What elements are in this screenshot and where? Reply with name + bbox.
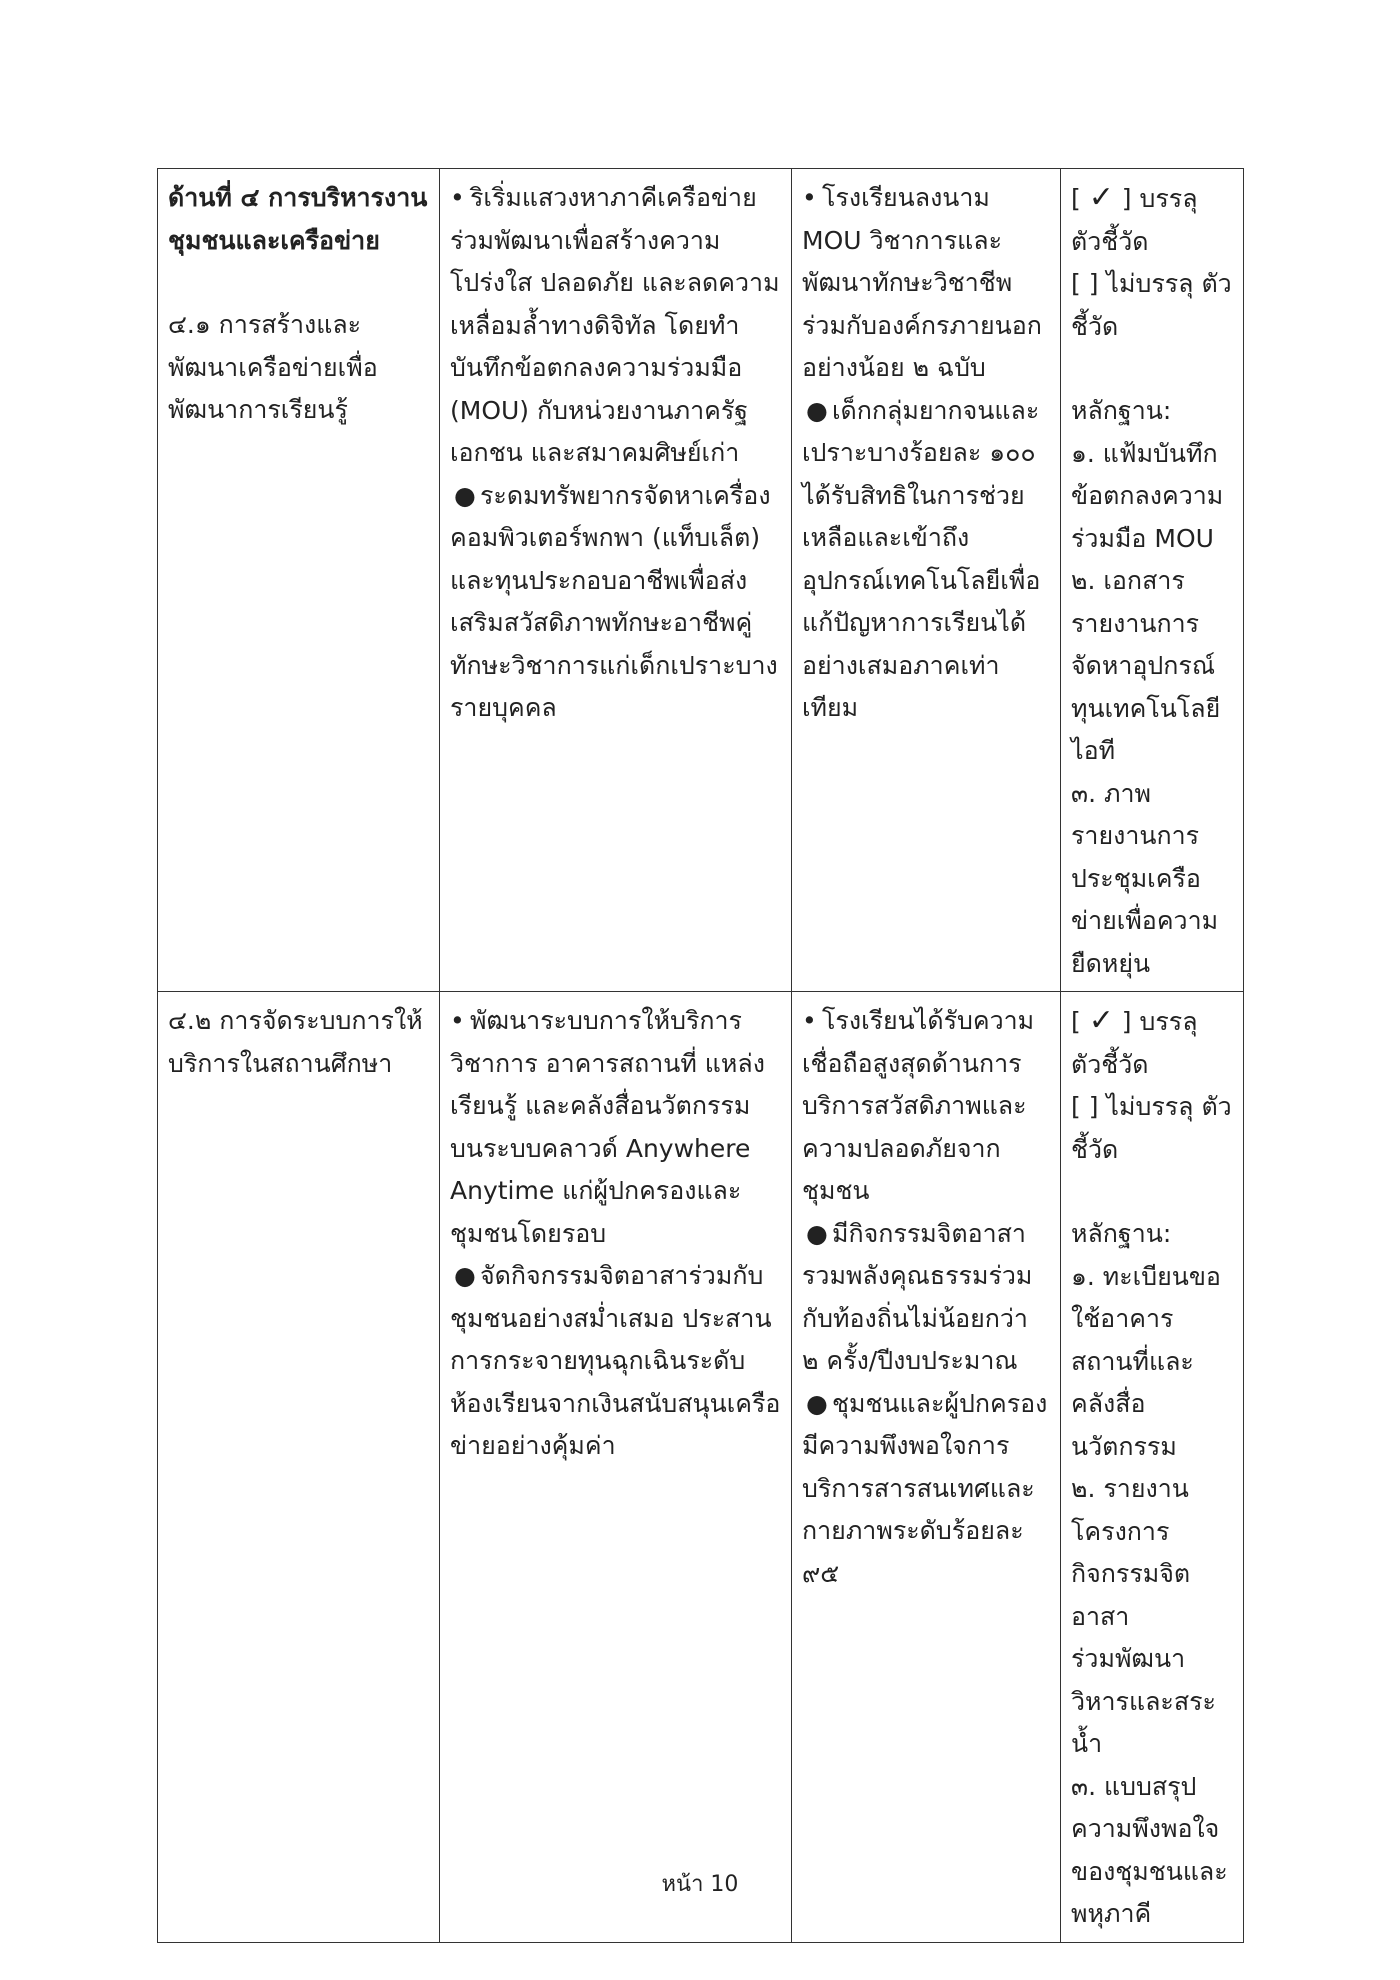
result-item: • โรงเรียนลงนาม MOU วิชาการและพัฒนาทักษะวิชาชีพ ร่วมกับองค์กรภายนอกอย่างน้อย ๒ ฉบับ [802, 183, 1042, 382]
evidence-item: ๓. แบบสรุปความพึงพอใจของชุมชนและพหุภาคี [1071, 1771, 1228, 1928]
not-achieved-checkbox: [ ] ไม่บรรลุ ตัวชี้วัด [1071, 1092, 1232, 1164]
result-item: • โรงเรียนได้รับความเชื่อถือสูงสุดด้านการบริการสวัสดิภาพและความปลอดภัยจากชุมชน [802, 1006, 1035, 1205]
activity-cell [440, 992, 792, 1943]
page-number: หน้า 10 [661, 1872, 739, 1897]
result-item: ● มีกิจกรรมจิตอาสารวมพลังคุณธรรมร่วมกับท้องถิ่นไม่น้อยกว่า ๒ ครั้ง/ปีงบประมาณ [802, 1218, 1033, 1375]
activity-cell [440, 169, 792, 992]
table-row [158, 992, 1244, 1943]
evidence-item: ๑. ทะเบียนขอใช้อาคารสถานที่และคลังสื่อนวัตกรรม [1071, 1261, 1221, 1461]
standard-cell [158, 992, 440, 1943]
result-item: ● เด็กกลุ่มยากจนและเปราะบางร้อยละ ๑๐๐ ได้รับสิทธิในการช่วยเหลือและเข้าถึงอุปกรณ์เทคโนโลยีเพื่อแก้ปัญหาการเรียนได้อย่างเสมอภาคเท่าเทียม [802, 395, 1041, 722]
evidence-item: ๒. เอกสารรายงานการจัดหาอุปกรณ์ทุนเทคโนโลยีไอที [1071, 566, 1221, 765]
check-icon: ✓ [1088, 1003, 1114, 1038]
standard-cell [158, 169, 440, 992]
activity-item: ● จัดกิจกรรมจิตอาสาร่วมกับชุมชนอย่างสม่ำเสมอ ประสานการกระจายทุนฉุกเฉินระดับห้องเรียนจากเงินสนับสนุนเครือข่ายอย่างคุ้มค่า [450, 1261, 781, 1460]
achieved-checkbox: [ ✓ ] บรรลุ ตัวชี้วัด [1071, 180, 1198, 256]
standard-item: ๔.๑ การสร้างและพัฒนาเครือข่ายเพื่อพัฒนาการเรียนรู้ [168, 310, 378, 424]
not-achieved-checkbox: [ ] ไม่บรรลุ ตัวชี้วัด [1071, 269, 1232, 341]
evidence-label: หลักฐาน: [1071, 396, 1172, 425]
evidence-label: หลักฐาน: [1071, 1219, 1172, 1248]
result-item: ● ชุมชนและผู้ปกครองมีความพึงพอใจการบริการสารสนเทศและกายภาพระดับร้อยละ ๙๕ [802, 1388, 1048, 1588]
evaluation-cell [1061, 992, 1244, 1943]
evaluation-cell [1061, 169, 1244, 992]
table-row [158, 169, 1244, 992]
activity-item: • พัฒนาระบบการให้บริการวิชาการ อาคารสถานที่ แหล่งเรียนรู้ และคลังสื่อนวัตกรรมบนระบบคลาวด์ Anywhere Anytime แก่ผู้ปกครองและชุมชนโดยรอบ [450, 1006, 765, 1248]
result-cell [792, 169, 1061, 992]
standard-heading: ด้านที่ ๔ การบริหารงานชุมชนและเครือข่าย [168, 183, 428, 255]
standard-item: ๔.๒ การจัดระบบการให้บริการในสถานศึกษา [168, 1006, 423, 1078]
activity-item: • ริเริ่มแสวงหาภาคีเครือข่ายร่วมพัฒนาเพื่อสร้างความโปร่งใส ปลอดภัย และลดความเหลื่อมล้ำทางดิจิทัล โดยทำบันทึกข้อตกลงความร่วมมือ (MOU) กับหน่วยงานภาครัฐ เอกชน และสมาคมศิษย์เก่า [450, 183, 780, 467]
evidence-item: ๒. รายงานโครงการกิจกรรมจิตอาสาร่วมพัฒนาวิหารและสระน้ำ [1071, 1474, 1216, 1758]
evidence-item: ๑. แฟ้มบันทึกข้อตกลงความร่วมมือ MOU [1071, 438, 1224, 553]
evidence-item: ๓. ภาพรายงานการประชุมเครือข่ายเพื่อความยืดหยุ่น [1071, 778, 1219, 978]
achieved-checkbox: [ ✓ ] บรรลุ ตัวชี้วัด [1071, 1003, 1198, 1079]
document-table [157, 168, 1244, 1943]
activity-item: ● ระดมทรัพยากรจัดหาเครื่องคอมพิวเตอร์พกพา (แท็บเล็ต) และทุนประกอบอาชีพเพื่อส่งเสริมสวัสดิภาพทักษะอาชีพคู่ทักษะวิชาการแก่เด็กเปราะบางรายบุคคล [450, 480, 778, 722]
check-icon: ✓ [1088, 180, 1114, 215]
result-cell [792, 992, 1061, 1943]
